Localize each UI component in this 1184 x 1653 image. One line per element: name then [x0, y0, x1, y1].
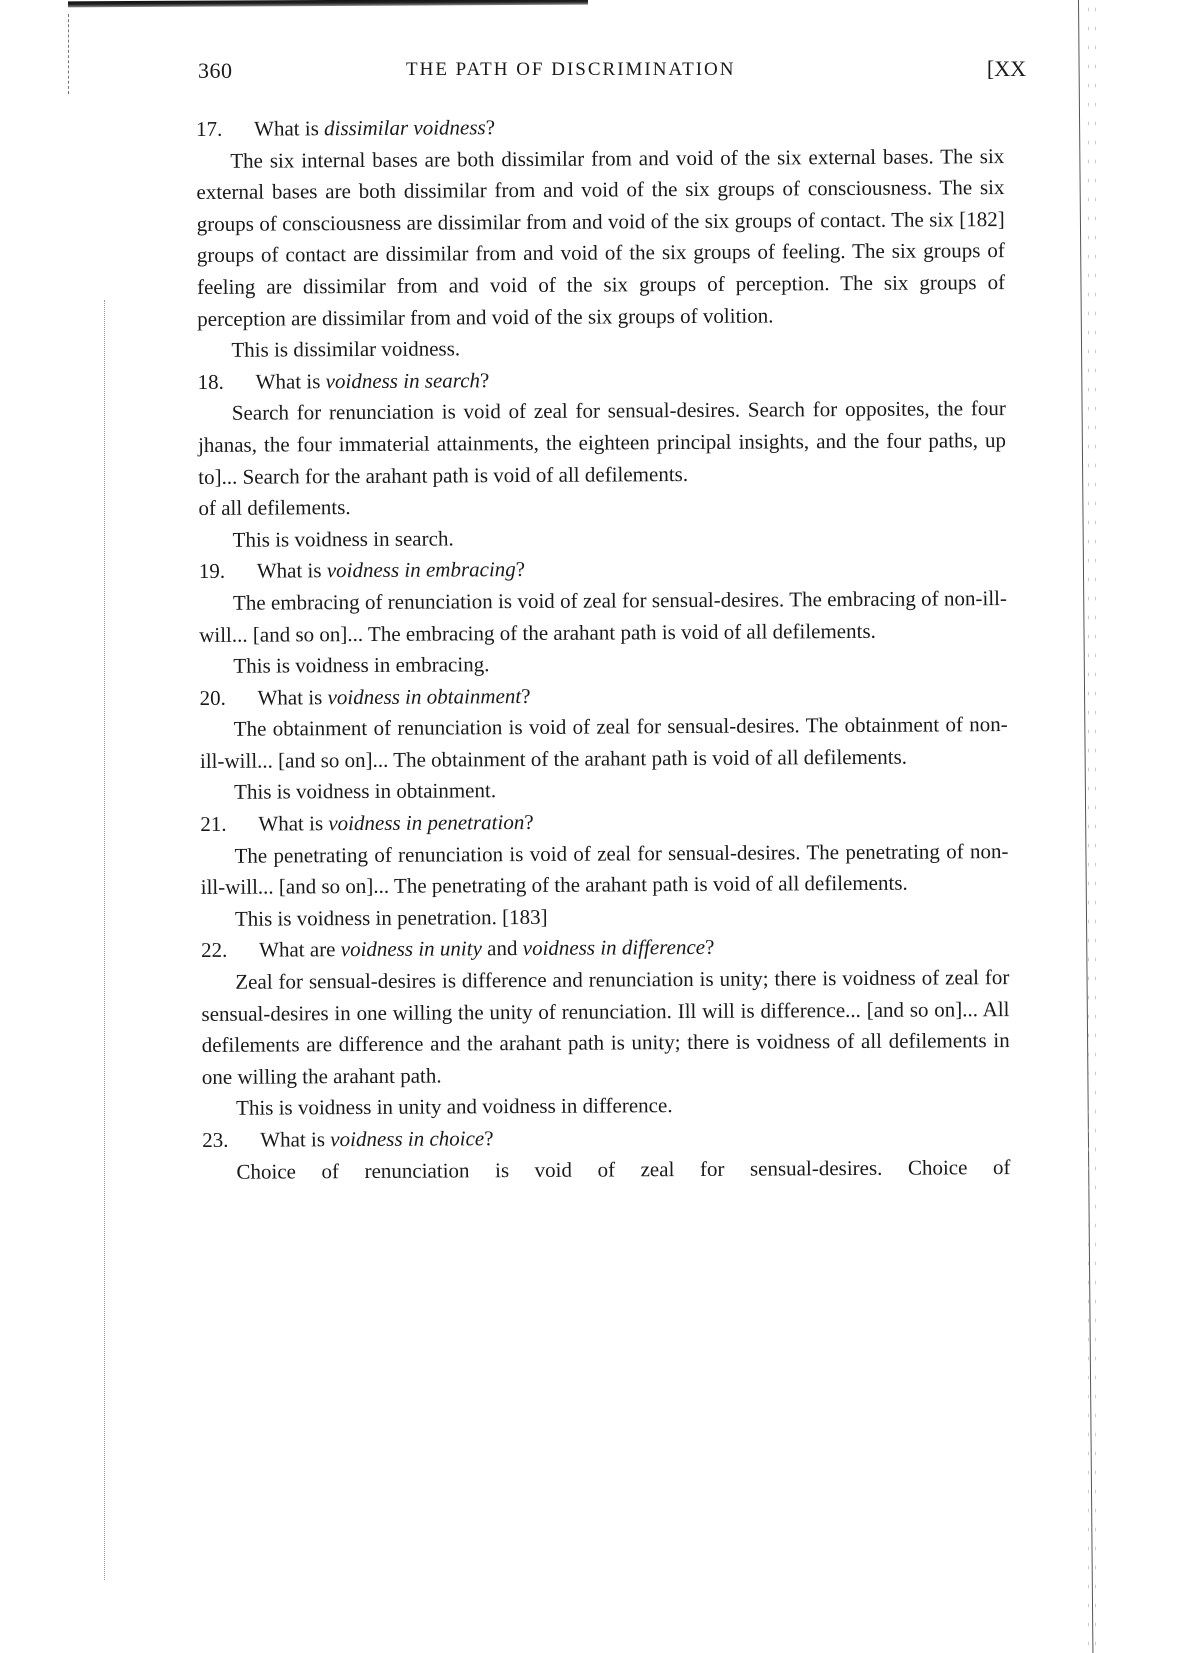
section-paragraph: The embracing of renunciation is void of zeal for sensual-desires. The embracing of non-ill-will... [and so on]... The embracing of the arahant path is void of all defilements.	[199, 585, 1008, 647]
section-conclusion: This is voidness in penetration. [183]	[234, 904, 548, 931]
question-prefix: What is	[258, 811, 329, 836]
scan-right-noise	[1085, 0, 1097, 1653]
question-text	[260, 1126, 493, 1151]
section-paragraph: The obtainment of renunciation is void of zeal for sensual-desires. The obtainment of non-ill-will... [and so on]... The obtainment of the arahant path is void of all defilements.	[199, 712, 1008, 773]
question-prefix: What is	[256, 558, 327, 583]
question-term: voidness in search	[325, 368, 481, 393]
question-term-2: voidness in difference	[522, 935, 706, 961]
running-title: THE PATH OF DISCRIMINATION	[406, 59, 736, 80]
question-prefix: What is	[255, 368, 326, 394]
question-prefix: What is	[260, 1127, 331, 1152]
question-prefix: What is	[257, 684, 328, 710]
question-number: 18.	[197, 369, 224, 394]
question-heading	[196, 109, 1004, 146]
question-term: voidness in embracing	[326, 557, 516, 583]
section-paragraph: Search for renunciation is void of zeal for sensual-desires. Search for opposites, the four jhanas, the four immaterial attainments, the eighteen principal insights, and the four paths, up to]... Search for the arahant path is void of all defilements.	[197, 396, 1007, 489]
section-18	[198, 362, 1007, 556]
question-text	[256, 368, 490, 393]
section-22	[201, 930, 1010, 1124]
question-suffix: ?	[485, 115, 496, 140]
question-term: voidness in obtainment	[327, 683, 522, 709]
section-paragraph: Zeal for sensual-desires is difference and renunciation is unity; there is voidness of zeal for sensual-desires in one willing the unity of renunciation. Ill will is difference... [and so on]... All defilements are difference and the arahant path is unity; there is voidness of all defilements in one willing the arahant path.	[201, 965, 1010, 1089]
question-number: 17.	[196, 116, 223, 141]
stray-text-line: of all defilements.	[198, 495, 351, 521]
page-body	[196, 109, 1011, 1188]
section-conclusion: This is voidness in embracing.	[233, 652, 490, 678]
question-heading	[199, 551, 1007, 588]
question-suffix: ?	[479, 367, 490, 393]
section-20	[199, 678, 1008, 809]
question-suffix: ?	[484, 1126, 494, 1151]
question-term: voidness in unity	[340, 936, 482, 962]
question-number: 22.	[201, 938, 228, 963]
chapter-mark: [XX	[986, 56, 1026, 81]
question-heading	[200, 804, 1008, 841]
section-conclusion: This is voidness in unity and voidness in difference.	[236, 1093, 673, 1121]
question-number: 20.	[199, 685, 226, 710]
question-prefix: What is	[254, 116, 325, 141]
section-conclusion: This is dissimilar voidness.	[231, 336, 461, 362]
section-paragraph: The six internal bases are both dissimilar from and void of the six external bases. The six external bases are both dissimilar from and void of the six groups of consciousness. The six groups of consciousness are dissimilar from and void of the six groups of contact. The six [182] groups of contact are dissimilar from and void of the six groups of feeling. The six groups of feeling are dissimilar from and void of the six groups of perception. The six groups of perception are dissimilar from and void of the six groups of volition.	[196, 143, 1006, 331]
section-paragraph: Choice of renunciation is void of zeal for sensual-desires. Choice of	[236, 1154, 1011, 1184]
question-text	[257, 684, 530, 710]
section-conclusion: This is voidness in obtainment.	[234, 778, 497, 805]
question-suffix: ?	[515, 557, 526, 582]
question-text	[254, 115, 495, 140]
question-term: voidness in penetration	[328, 810, 525, 836]
question-heading	[199, 678, 1007, 715]
page-number: 360	[198, 58, 233, 83]
question-prefix: What are	[259, 937, 341, 963]
question-suffix: ?	[704, 935, 715, 960]
question-number: 23.	[202, 1127, 229, 1152]
question-heading	[198, 362, 1006, 399]
question-term: dissimilar voidness	[324, 115, 486, 141]
question-text	[259, 935, 714, 962]
section-conclusion: This is voidness in search.	[232, 526, 454, 552]
question-number: 19.	[198, 559, 226, 584]
section-19	[199, 551, 1008, 682]
question-number: 21.	[200, 811, 227, 837]
section-17	[196, 109, 1006, 367]
question-suffix: ?	[524, 810, 534, 835]
running-head	[198, 58, 1026, 88]
question-suffix: ?	[521, 683, 531, 708]
section-23	[202, 1120, 1010, 1188]
section-paragraph: The penetrating of renunciation is void of zeal for sensual-desires. The penetrating of non-ill-will... [and so on]... The penetrating of the arahant path is void of all defilements.	[200, 838, 1009, 900]
question-middle: and	[481, 936, 523, 961]
question-text	[257, 557, 525, 583]
section-21	[200, 804, 1009, 935]
question-heading	[202, 1120, 1010, 1157]
scan-left-edge	[68, 14, 69, 94]
question-text	[258, 810, 533, 836]
question-heading	[201, 930, 1009, 967]
scan-top-edge-shadow	[68, 0, 588, 7]
question-term: voidness in choice	[330, 1126, 485, 1152]
scan-left-margin-artifact	[104, 300, 105, 1580]
